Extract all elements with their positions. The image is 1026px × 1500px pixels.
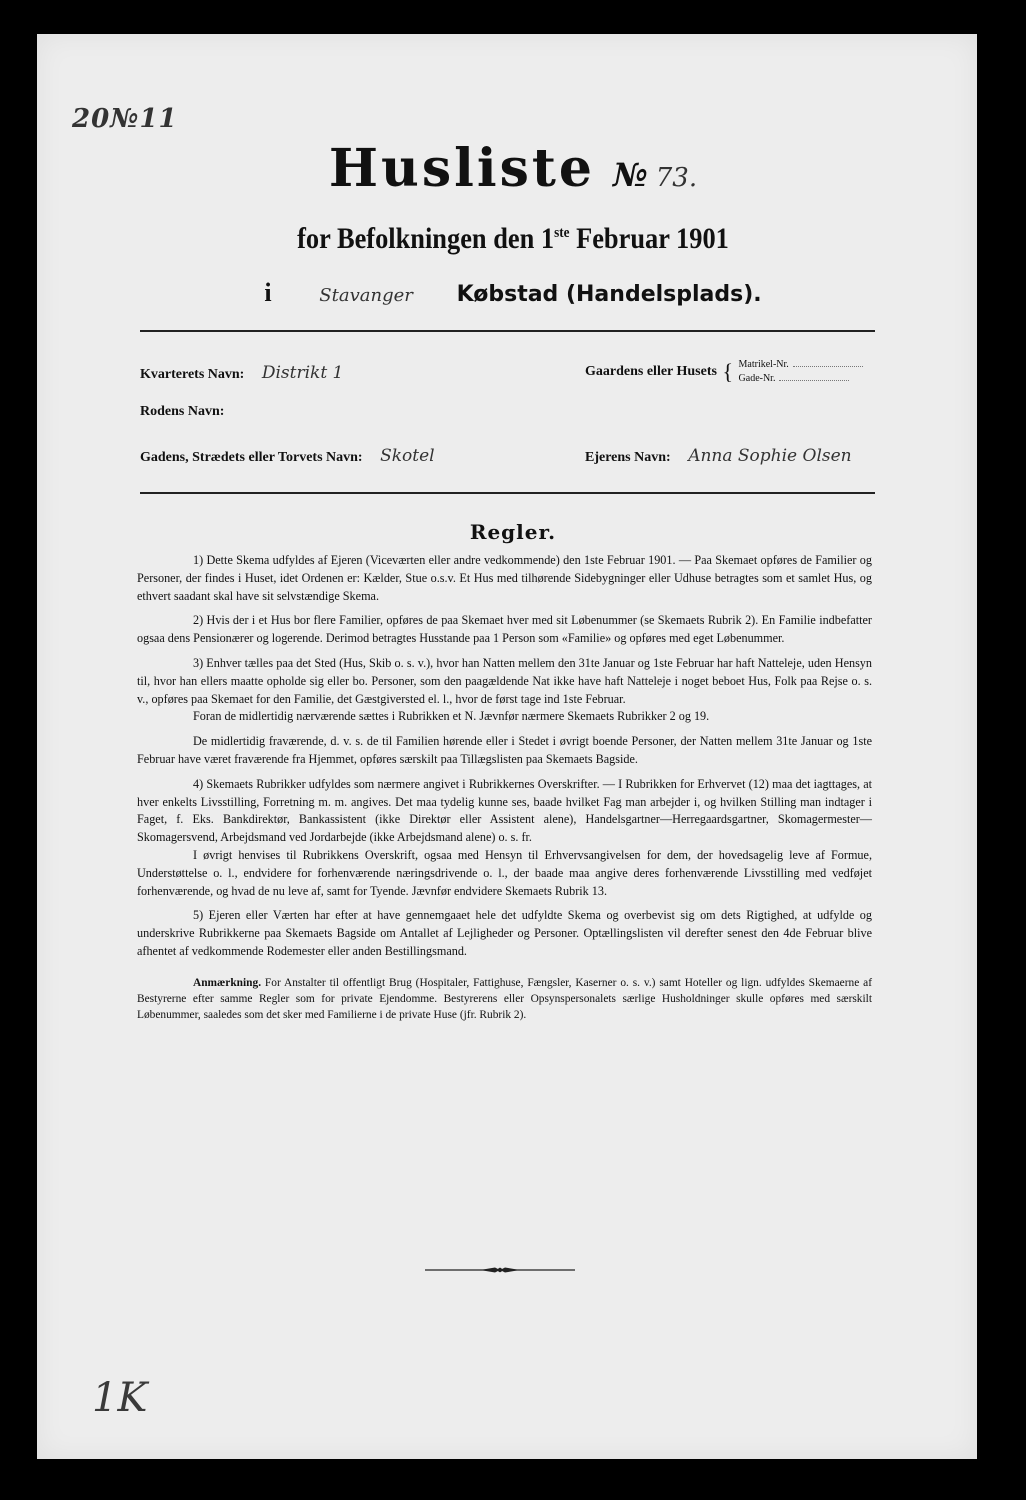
gade-navn-value: Skotel: [380, 446, 435, 466]
rule-1: 1) Dette Skema udfyldes af Ejeren (Viceværten eller andre vedkommende) den 1ste Februar 1901. — Paa Skemaet opføres de Familier og Personer, der findes i Huset, idet Ordenen er: Kælder, Stue o.s.v. Et Hus med tilhørende Sidebygninger eller Udhuse betragtes som et samlet Hus, og ethvert saadant skal have sit selvstændige Skema.: [137, 553, 872, 603]
page-title: Husliste: [328, 138, 595, 199]
bottom-annotation: 1K: [92, 1375, 148, 1421]
divider-fields: [140, 492, 875, 494]
rule-3-cont-1: Foran de midlertidig nærværende sættes i Rubrikken et N. Jævnfør nærmere Skemaets Rubrikker 2 og 19.: [193, 709, 710, 724]
gade-navn-label: Gadens, Strædets eller Torvets Navn:: [140, 450, 363, 465]
rules-heading: Regler.: [469, 520, 557, 544]
kvarter-label: Kvarterets Navn:: [140, 367, 245, 382]
ornament-divider: [425, 1265, 575, 1275]
gaard-numbers: [739, 358, 863, 386]
kvarter-value: Distrikt 1: [261, 363, 344, 383]
rule-4-cont: I øvrigt henvises til Rubrikkens Overskrift, ogsaa med Hensyn til Erhvervsangivelsen for dem, der hovedsagelig leve af Formue, Understøttelse o. l., endvidere for forhenværende næringsdrivende o. l., der baade maa angive deres forhenværende Livsstilling med vedføjet forhenværende, og hvad de nu leve af, samt for Tyende. Jævnfør endvidere Skemaets Rubrik 13.: [137, 847, 872, 898]
eier-value: Anna Sophie Olsen: [688, 446, 852, 466]
brace-icon: {: [722, 359, 734, 384]
eier-field: [585, 446, 852, 466]
town-name: Stavanger: [319, 285, 413, 306]
subtitle-sup: ste: [554, 225, 570, 241]
kvarter-field: [140, 363, 343, 383]
note-text: For Anstalter til offentligt Brug (Hospitaler, Fattighuse, Fængsler, Kaserner o. s. v.) samt Hoteller og lign. udfyldes Skemaerne af Bestyrerne efter samme Regler som for private Ejendomme. Bestyrerens eller Opsynspersonalets særlige Husholdninger skulle opføres med særskilt Løbenummer, saaledes som det sker med Familierne i de private Huse (jfr. Rubrik 2).: [137, 976, 872, 1022]
subtitle: [62, 222, 965, 256]
roden-field: [140, 404, 224, 420]
note-paragraph: [137, 975, 872, 1024]
eier-label: Ejerens Navn:: [585, 450, 671, 465]
rules-body: [137, 552, 872, 1030]
divider-top: [140, 330, 875, 332]
list-number: 73.: [655, 163, 698, 193]
rule-2: 2) Hvis der i et Hus bor flere Familier, opføres de paa Skemaet hver med sit Løbenummer (se Skemaets Rubrik 2). En Familie indbefatter ogsaa dens Pensionærer og logerende. Derimod betragtes Husstande paa 1 Person som «Familie» og opføres med eget Løbenummer.: [137, 613, 872, 646]
gade-navn-field: [140, 446, 435, 466]
rule-5: 5) Ejeren eller Værten har efter at have gennemgaaet hele det udfyldte Skema og overbevist sig om dets Rigtighed, at udfylde og underskrive Rubrikkerne paa Skemaets Bagside om Antallet af Lejligheder og Personer. Optællingslisten vil derefter senest den 4de Februar blive afhentet af vedkommende Rodemester eller anden Bestillingsmand.: [137, 908, 872, 958]
note-label: Anmærkning.: [193, 976, 262, 989]
town-line: [0, 278, 1026, 308]
corner-annotation: 20№11: [72, 104, 178, 134]
roden-label: Rodens Navn:: [140, 404, 225, 419]
rule-4: 4) Skemaets Rubrikker udfyldes som nærmere angivet i Rubrikkernes Overskrifter. — I Rubrikken for Erhvervet (12) maa det iagttages, at hver enkelts Livsstilling, Forretning m. m. angives. Det maa tydelig kunne ses, baade hvilket Fag man arbejder i, og hvilken Stilling man indtager i Faget, f. Eks. Bankdirektør, Bankassistent (ikke Direktør eller Assistent alene), Handelsgartner—Herregaardsgartner, Skomagermester—Skomagersvend, Arbejdsmand ved Jordarbejde (ikke Arbejdsmand alene) o. s. fr.: [137, 776, 872, 845]
matrikel-label: Matrikel-Nr.: [739, 358, 863, 372]
rule-3: 3) Enhver tælles paa det Sted (Hus, Skib o. s. v.), hvor han Natten mellem den 31te Januar og 1ste Februar har haft Natteleje, uden Hensyn til, hvor han ellers maatte opholde sig eller bo. Personer, som den paagældende Nat ikke have haft Natteleje i noget beboet Hus, Folk paa Rejse o. s. v., opføres paa Skemaet for den Familie, det Gæstgiversted el. l., hvor de først tage ind 1ste Februar.: [137, 655, 872, 706]
gaard-field: [585, 358, 863, 386]
gade-nr-label: Gade-Nr.: [739, 372, 863, 386]
town-type: Købstad (Handelsplads).: [456, 282, 762, 307]
town-prefix: i: [264, 278, 272, 307]
gaard-label: Gaardens eller Husets: [585, 364, 717, 380]
rule-3-cont-2: De midlertidig fraværende, d. v. s. de til Familien hørende eller i Stedet i øvrigt boende Personer, der Natten mellem 31te Januar og 1ste Februar have været fraværende fra Hjemmet, opføres særskilt paa Tillægslisten paa Skemaets Bagside.: [137, 734, 872, 766]
title-row: [0, 138, 1026, 199]
subtitle-text: for Befolkningen den 1: [297, 222, 555, 255]
number-mark: №: [612, 156, 648, 194]
subtitle-date: Februar 1901: [569, 222, 729, 255]
